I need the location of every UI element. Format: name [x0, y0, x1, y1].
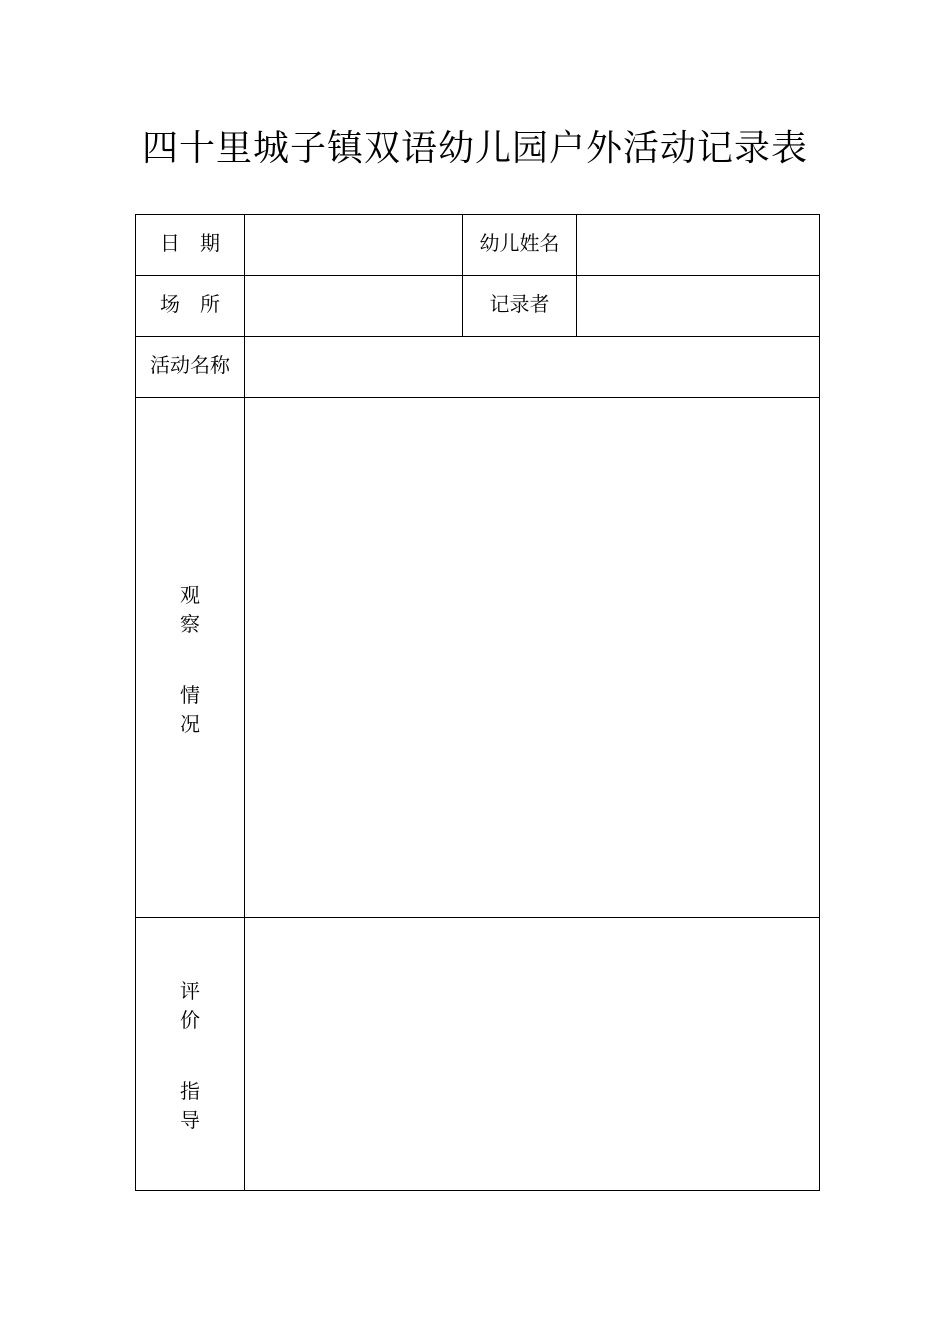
- observation-label-cell: [136, 398, 245, 918]
- place-field[interactable]: [245, 276, 463, 337]
- place-label-cell: [136, 276, 245, 337]
- activity-name-field[interactable]: [245, 337, 820, 398]
- evaluation-label-line1: 评 价: [180, 979, 216, 1032]
- child-name-field[interactable]: [577, 215, 820, 276]
- evaluation-label-cell: [136, 918, 245, 1191]
- date-label: 日 期: [160, 230, 220, 255]
- observation-label-line2: 情 况: [180, 682, 216, 736]
- activity-name-label: 活动名称: [150, 352, 230, 377]
- recorder-label: 记录者: [489, 291, 550, 316]
- evaluation-field[interactable]: [245, 918, 820, 1191]
- recorder-label-cell: [463, 276, 577, 337]
- recorder-field[interactable]: [577, 276, 820, 337]
- date-label-cell: [136, 215, 245, 276]
- table-row: [136, 215, 820, 276]
- table-row: [136, 918, 820, 1191]
- observation-label-line1: 观 察: [180, 582, 216, 636]
- table-row: [136, 276, 820, 337]
- activity-name-label-cell: [136, 337, 245, 398]
- child-name-label-cell: [463, 215, 577, 276]
- date-field[interactable]: [245, 215, 463, 276]
- table-row: [136, 337, 820, 398]
- observation-field[interactable]: [245, 398, 820, 918]
- place-label: 场 所: [160, 291, 220, 316]
- page-title: 四十里城子镇双语幼儿园户外活动记录表: [141, 128, 808, 169]
- evaluation-label-line2: 指 导: [180, 1079, 216, 1132]
- child-name-label: 幼儿姓名: [479, 230, 560, 255]
- record-form-table: [135, 214, 820, 1191]
- table-row: [136, 398, 820, 918]
